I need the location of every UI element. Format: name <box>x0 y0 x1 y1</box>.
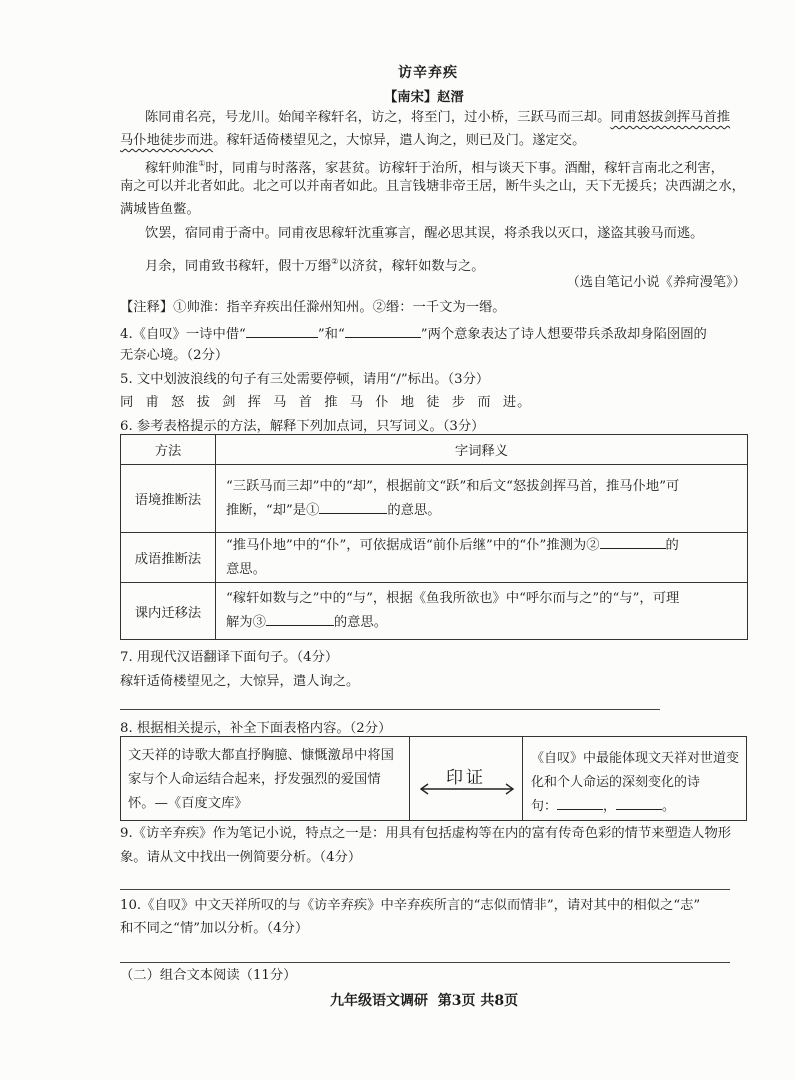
question-text: 4.《自叹》一诗中借“ <box>120 327 246 342</box>
question-5: 5. 文中划波浪线的句子有三处需要停顿，请用“/”标出。（3分） <box>120 372 490 387</box>
cell-text: “推马仆地”中的“仆”，可依据成语“前仆后继”中的“仆”推测为② <box>226 537 600 553</box>
passage-line <box>145 155 724 178</box>
passage-title: 访辛弃疾 <box>398 65 458 81</box>
table-row <box>121 465 748 533</box>
cell-text: “稼轩如数与之”中的“与”，根据《鱼我所欲也》中“呼尔而与之”的“与”，可理 <box>226 591 680 606</box>
footer-total: 共8页 <box>480 993 519 1009</box>
cell-text: 《自叹》中最能体现文天祥对世道变 <box>531 751 740 766</box>
cell-text: 。 <box>662 799 676 814</box>
question-8: 8. 根据相关提示，补全下面表格内容。（2分） <box>120 721 392 736</box>
wavy-underlined-text: 同甫怒拔剑挥马首推 <box>610 110 731 125</box>
footer-title: 九年级语文调研 <box>330 993 428 1009</box>
question-4 <box>120 324 707 344</box>
passage-text: 时，同甫与时落落，家甚贫。访稼轩于治所，相与谈天下事。酒酣，稼轩言南北之利害， <box>205 161 724 176</box>
answer-blank <box>616 796 662 810</box>
passage-line: 饮罢，宿同甫于斋中。同甫夜思稼轩沈重寡言，醒必思其误，将杀我以灭口，遂盗其骏马而逃。 <box>145 226 704 241</box>
table-header-meaning: 字词释义 <box>216 435 748 465</box>
question-4-continued: 无奈心境。（2分） <box>120 348 229 363</box>
section-heading: （二）组合文本阅读（11分） <box>120 968 297 983</box>
question-10-continued: 和不同之“情”加以分析。（4分） <box>120 921 309 936</box>
cell-text: 家与个人命运结合起来，抒发强烈的爱国情 <box>128 772 381 787</box>
annotation-notes: 【注释】①帅淮：指辛弃疾出任滁州知州。②缗：一千文为一缗。 <box>120 300 506 315</box>
evidence-left-cell <box>121 737 409 820</box>
answer-line <box>120 962 730 963</box>
cell-text: 解为③ <box>226 615 266 630</box>
question-text: ”两个意象表达了诗人想要带兵杀敌却身陷囹圄的 <box>420 327 707 342</box>
cell-text: 的 <box>665 537 679 553</box>
passage-line: 满城皆鱼鳖。 <box>120 202 200 217</box>
passage-source: （选自笔记小说《养疴漫笔》） <box>566 275 746 290</box>
answer-blank <box>557 796 603 810</box>
cell-text-line <box>226 534 747 558</box>
cell-text: ， <box>603 799 617 814</box>
translation-sentence: 稼轩适倚楼望见之，大惊异，遣人询之。 <box>120 674 360 689</box>
double-arrow-icon <box>418 783 516 795</box>
question-text: ”和“ <box>317 327 345 342</box>
cell-text: 化和个人命运的深刻变化的诗 <box>531 775 701 790</box>
table-row <box>121 583 748 640</box>
cell-text-line <box>226 611 747 635</box>
question-6: 6. 参考表格提示的方法，解释下列加点词，只写词义。（3分） <box>120 419 485 434</box>
method-name: 语境推断法 <box>121 465 216 533</box>
passage-text: 月余，同甫致书稼轩，假十万缗 <box>145 259 332 274</box>
answer-line <box>120 889 730 890</box>
evidence-right-cell <box>523 737 746 820</box>
answer-blank <box>319 500 387 514</box>
cell-text: 文天祥的诗歌大都直抒胸臆、慷慨激昂中将国 <box>128 748 394 763</box>
footnote-marker: ① <box>198 159 206 168</box>
table-row <box>121 533 748 583</box>
cell-text: 意思。 <box>226 561 266 577</box>
question-9-continued: 象。请从文中找出一例简要分析。（4分） <box>120 850 362 865</box>
question-10: 10.《自叹》中文天祥所叹的与《访辛弃疾》中辛弃疾所言的“志似而情非”，请对其中的相似之“志” <box>120 898 701 913</box>
pause-marking-sentence: 同 甫 怒 拔 剑 挥 马 首 推 马 仆 地 徒 步 而 进。 <box>120 395 532 410</box>
question-7: 7. 用现代汉语翻译下面句子。（4分） <box>120 650 339 665</box>
evidence-table <box>120 736 747 821</box>
answer-blank <box>600 535 666 549</box>
confirm-label: 印证 <box>446 768 486 788</box>
meaning-cell <box>216 465 748 533</box>
passage-text: 陈同甫名亮，号龙川。始闻辛稼轩名，访之，将至门，过小桥，三跃马而三却。 <box>145 110 611 125</box>
question-9: 9.《访辛弃疾》作为笔记小说，特点之一是：用具有包括虚构等在内的富有传奇色彩的情节来塑造人物形 <box>120 826 732 841</box>
cell-text-line <box>226 499 747 523</box>
cell-text: 推断，“却”是① <box>226 502 320 518</box>
answer-blank <box>246 324 318 338</box>
passage-text: 。稼轩适倚楼望见之，大惊异，遣人询之，则已及门。遂定交。 <box>213 133 586 148</box>
footer-page: 第3页 <box>437 993 476 1009</box>
answer-blank <box>266 612 334 626</box>
cell-text: 的意思。 <box>387 502 441 518</box>
passage-author: 【南宋】赵溍 <box>384 90 464 105</box>
meaning-cell <box>216 533 748 583</box>
cell-text: 怀。—《百度文库》 <box>128 796 248 811</box>
wavy-underlined-text: 马仆地徒步而进 <box>120 133 214 148</box>
cell-text: 句： <box>531 799 558 814</box>
answer-blank <box>345 324 421 338</box>
cell-text-line <box>531 795 746 819</box>
passage-line <box>145 109 730 127</box>
cell-text: “三跃马而三却”中的“却”，根据前文“跃”和后文“怒拔剑挥马首，推马仆地”可 <box>226 478 680 494</box>
method-table <box>120 434 748 640</box>
evidence-middle-cell <box>409 737 523 820</box>
passage-line <box>145 253 485 276</box>
answer-line <box>120 709 660 710</box>
page-footer <box>330 992 518 1010</box>
passage-text: 稼轩帅淮 <box>145 161 199 176</box>
cell-text: 的意思。 <box>333 615 388 630</box>
method-name: 课内迁移法 <box>121 583 216 640</box>
passage-text: 以济贫，稼轩如数与之。 <box>338 259 485 274</box>
footnote-marker: ② <box>331 257 339 266</box>
meaning-cell <box>216 583 748 640</box>
passage-line: 南之可以并北者如此。北之可以并南者如此。且言钱塘非帝王居，断牛头之山，天下无援兵；决西湖之水， <box>120 179 745 194</box>
passage-line <box>120 132 585 150</box>
method-name: 成语推断法 <box>121 533 216 583</box>
table-header-method: 方法 <box>121 435 216 465</box>
